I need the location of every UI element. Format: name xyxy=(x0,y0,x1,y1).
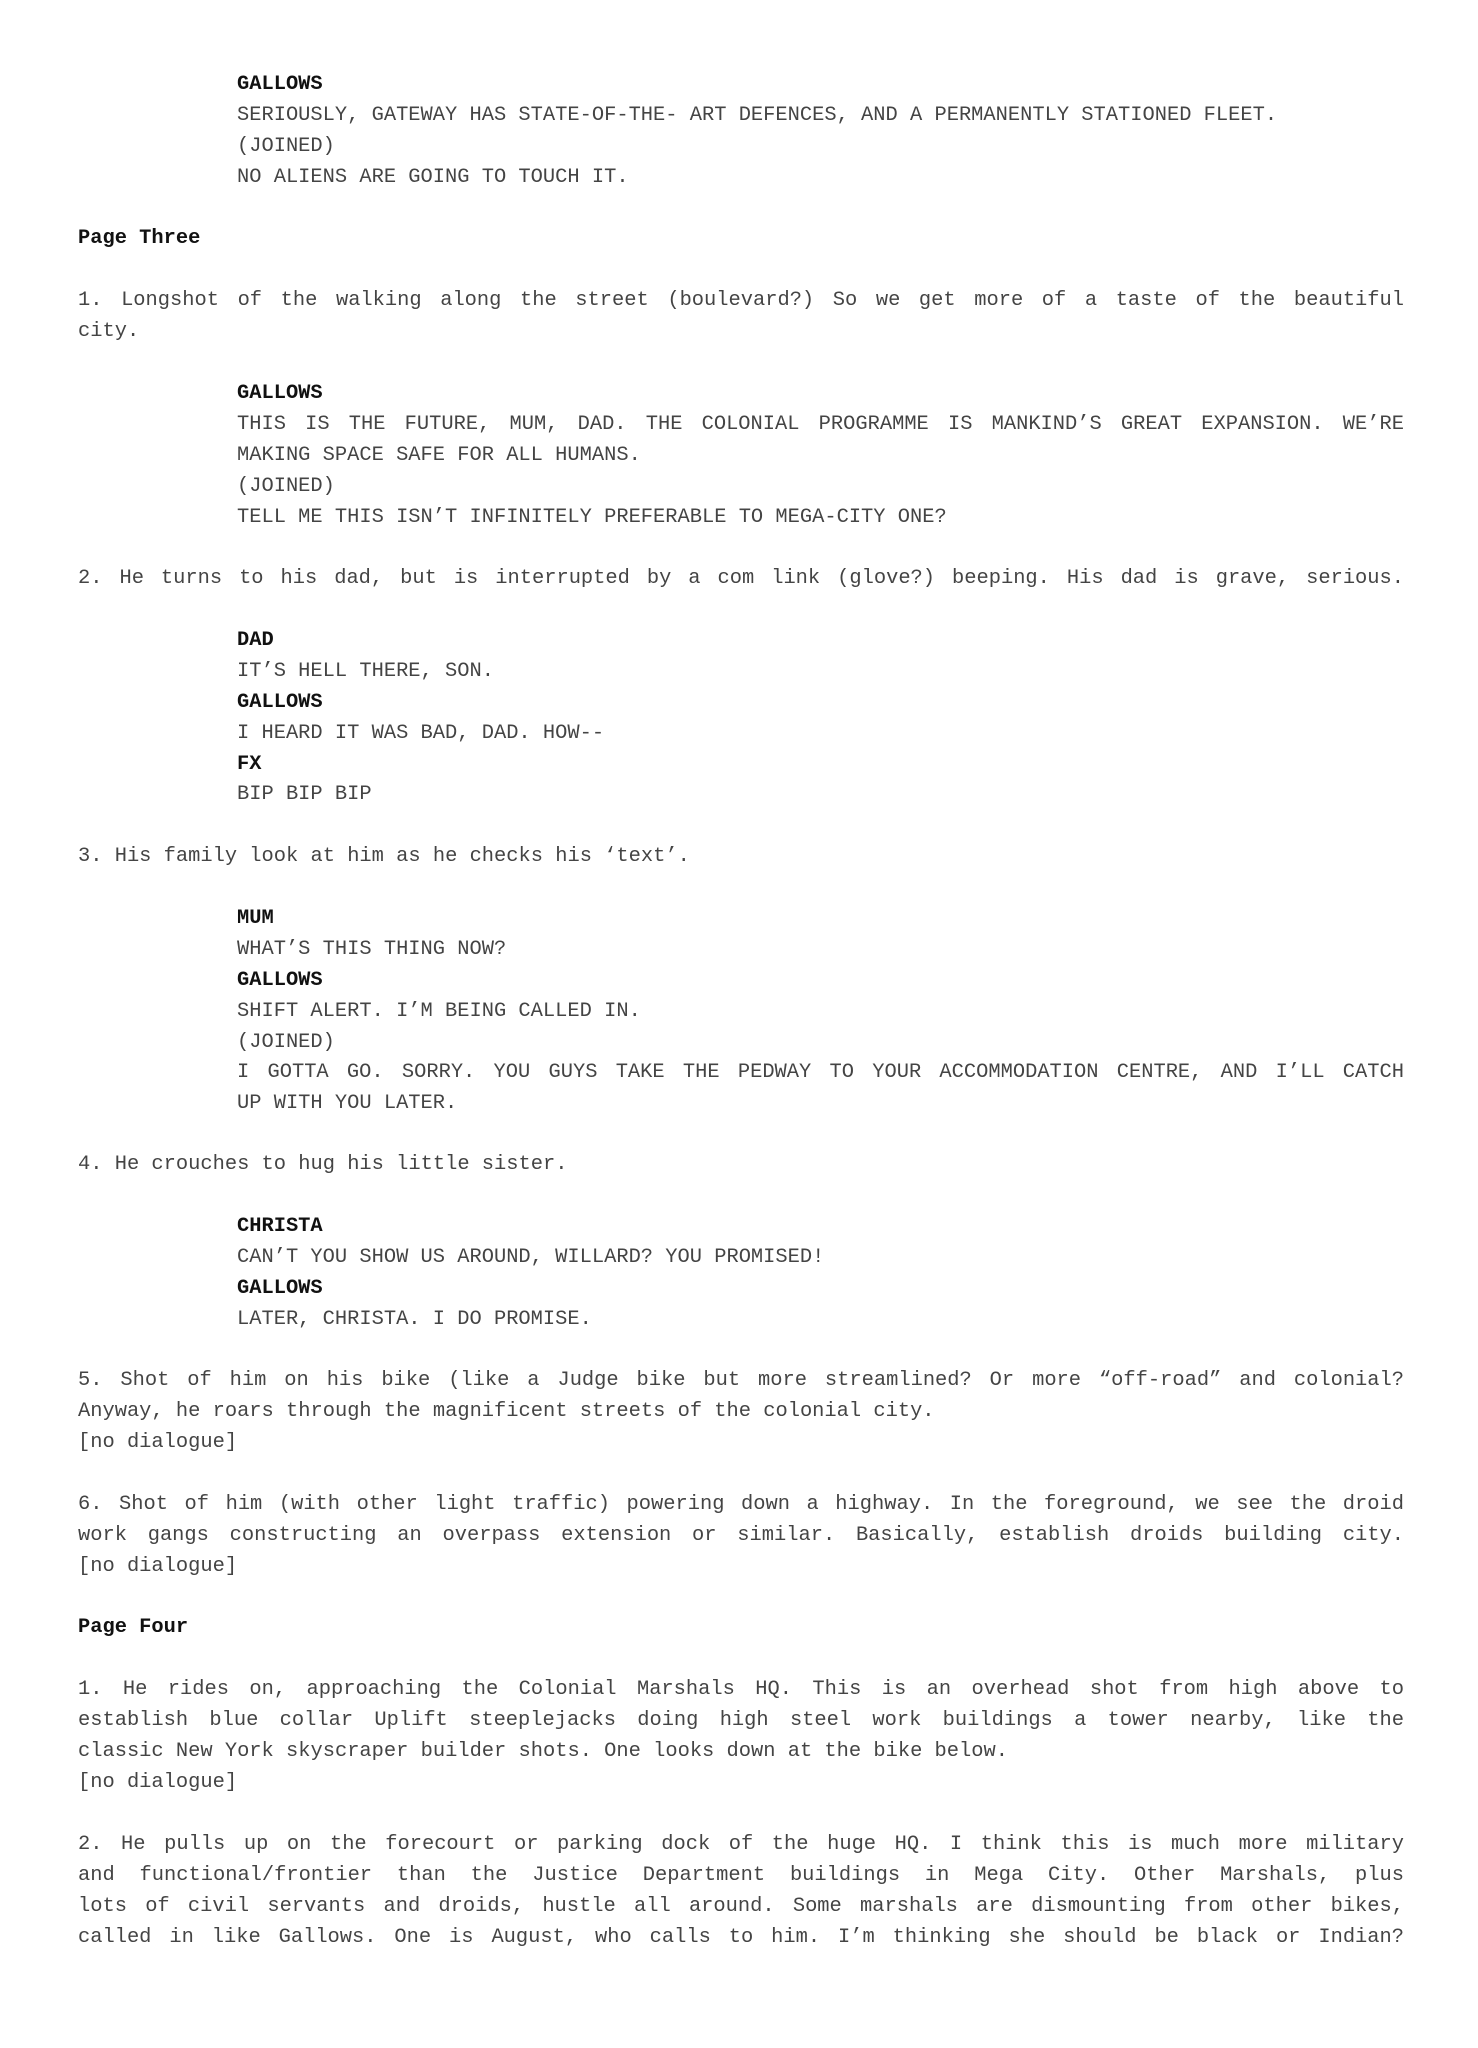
text-line: 1. Longshot of the walking along the street (boulevard?) So we get more of a taste of the beautiful xyxy=(78,289,1404,312)
panel-description xyxy=(78,286,1404,348)
text-line: (JOINED) xyxy=(237,1030,335,1054)
text-line: (JOINED) xyxy=(237,474,335,498)
heading-text: Page Three xyxy=(78,227,201,250)
text-line: establish blue collar Uplift steeplejacks doing high steel work buildings a tower nearby, like the xyxy=(78,1708,1404,1732)
dialogue-block xyxy=(237,1212,1404,1336)
text-line: [no dialogue] xyxy=(78,1770,238,1794)
character-name: FX xyxy=(237,752,262,776)
page-heading xyxy=(78,1613,1404,1644)
heading-text: Page Four xyxy=(78,1616,189,1639)
text-line: CAN’T YOU SHOW US AROUND, WILLARD? YOU PROMISED! xyxy=(237,1245,825,1269)
character-name: GALLOWS xyxy=(237,690,323,714)
text-line: and functional/frontier than the Justice Department buildings in Mega City. Other Marshals, plus xyxy=(78,1863,1404,1887)
dialogue-block xyxy=(237,904,1404,1120)
text-line: WHAT’S THIS THING NOW? xyxy=(237,937,507,961)
text-line: UP WITH YOU LATER. xyxy=(237,1092,458,1116)
character-name: CHRISTA xyxy=(237,1215,323,1238)
panel-description xyxy=(78,1490,1404,1583)
character-name: GALLOWS xyxy=(237,382,323,405)
text-line: 2. He pulls up on the forecourt or parking dock of the huge HQ. I think this is much more military xyxy=(78,1833,1404,1856)
text-line: TELL ME THIS ISN’T INFINITELY PREFERABLE TO MEGA-CITY ONE? xyxy=(237,505,947,529)
text-line: SERIOUSLY, GATEWAY HAS STATE-OF-THE- ART DEFENCES, AND A PERMANENTLY STATIONED FLEET. xyxy=(237,103,1278,127)
text-line: 3. His family look at him as he checks his ‘text’. xyxy=(78,845,690,868)
panel-description xyxy=(78,1150,1404,1181)
panel-description xyxy=(78,842,1404,873)
character-name: GALLOWS xyxy=(237,968,323,992)
character-name: MUM xyxy=(237,907,274,930)
text-line: Anyway, he roars through the magnificent streets of the colonial city. xyxy=(78,1399,935,1423)
text-line: 4. He crouches to hug his little sister. xyxy=(78,1153,568,1176)
character-name: DAD xyxy=(237,629,274,652)
text-line: called in like Gallows. One is August, who calls to him. I’m thinking she should be black or Indian? xyxy=(78,1925,1404,1949)
text-line: I GOTTA GO. SORRY. YOU GUYS TAKE THE PEDWAY TO YOUR ACCOMMODATION CENTRE, AND I’LL CATCH xyxy=(237,1061,1404,1085)
text-line: SHIFT ALERT. I’M BEING CALLED IN. xyxy=(237,999,641,1023)
text-line: NO ALIENS ARE GOING TO TOUCH IT. xyxy=(237,165,629,189)
page-heading xyxy=(78,224,1404,255)
text-line: 6. Shot of him (with other light traffic) powering down a highway. In the foreground, we see the droid xyxy=(78,1493,1404,1516)
panel-description xyxy=(78,1675,1404,1799)
character-name: GALLOWS xyxy=(237,73,323,96)
text-line: city. xyxy=(78,319,140,343)
text-line: classic New York skyscraper builder shots. One looks down at the bike below. xyxy=(78,1739,1008,1763)
text-line: MAKING SPACE SAFE FOR ALL HUMANS. xyxy=(237,443,641,467)
dialogue-block xyxy=(237,626,1404,811)
text-line: 2. He turns to his dad, but is interrupted by a com link (glove?) beeping. His dad is grave, serious. xyxy=(78,567,1404,590)
text-line: THIS IS THE FUTURE, MUM, DAD. THE COLONIAL PROGRAMME IS MANKIND’S GREAT EXPANSION. WE’RE xyxy=(237,412,1404,436)
text-line: [no dialogue] xyxy=(78,1554,238,1578)
text-line: I HEARD IT WAS BAD, DAD. HOW-- xyxy=(237,721,605,745)
panel-description xyxy=(78,564,1404,595)
dialogue-block xyxy=(237,379,1404,533)
text-line: IT’S HELL THERE, SON. xyxy=(237,659,494,683)
character-name: GALLOWS xyxy=(237,1276,323,1300)
text-line: [no dialogue] xyxy=(78,1430,238,1454)
panel-description xyxy=(78,1366,1404,1459)
text-line: lots of civil servants and droids, hustle all around. Some marshals are dismounting from other bikes, xyxy=(78,1894,1404,1918)
text-line: work gangs constructing an overpass extension or similar. Basically, establish droids building city. xyxy=(78,1523,1404,1547)
text-line: 1. He rides on, approaching the Colonial Marshals HQ. This is an overhead shot from high above to xyxy=(78,1678,1404,1701)
panel-description xyxy=(78,1830,1404,1954)
text-line: 5. Shot of him on his bike (like a Judge bike but more streamlined? Or more “off-road” and colonial? xyxy=(78,1369,1404,1392)
text-line: BIP BIP BIP xyxy=(237,783,372,807)
dialogue-block xyxy=(237,70,1404,194)
text-line: LATER, CHRISTA. I DO PROMISE. xyxy=(237,1307,592,1331)
text-line: (JOINED) xyxy=(237,134,335,158)
